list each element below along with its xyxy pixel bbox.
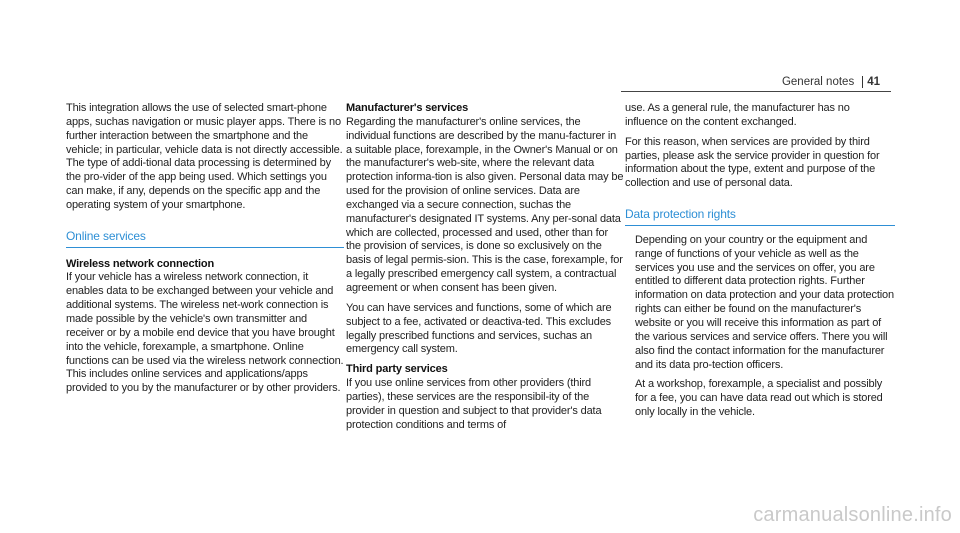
column-right	[625, 102, 895, 420]
workshop-paragraph: At a workshop, forexample, a specialist and possibly for a fee, you can have data read out which is stored only locally in the vehicle.	[635, 378, 883, 419]
page-number: 41	[862, 76, 880, 88]
header-divider	[621, 91, 891, 92]
page-header	[782, 76, 880, 88]
wireless-connection-paragraph: If your vehicle has a wireless network connection, it enables data to be exchanged between your vehicle and additional systems. The wireless net-work connection is made possible by the vehicle's own transmitter and receiver or by a mobile end device that you have brought into the vehicle, forexample, a smartphone. Online functions can be used via the wireless network connection. This includes online services and applications/apps provided to you by the manufacturer or by other providers.	[66, 271, 344, 395]
third-party-info-paragraph: For this reason, when services are provided by third parties, please ask the service provider in question for information about the type, extent and purpose of the collection and use of personal data.	[625, 135, 880, 190]
watermark: carmanualsonline.info	[753, 504, 952, 526]
third-party-paragraph: If you use online services from other providers (third parties), these services are the responsibil-ity of the provider in question and subject to that provider's data protection conditions and terms of	[346, 377, 602, 431]
column-middle	[346, 102, 624, 432]
content-influence-paragraph: use. As a general rule, the manufacturer has no influence on the content exchanged.	[625, 102, 850, 128]
wireless-connection-subheading: Wireless network connection	[66, 257, 215, 270]
third-party-subheading: Third party services	[346, 363, 448, 376]
data-protection-paragraph: Depending on your country or the equipment and range of functions of your vehicle as well as the services you use and the services on offer, you are entitled to different data protection rights. Further information on data protection and your data protection rights can either be found on the manufacturer's website or you will receive this information as part of the various services and service offers. There you will also find the contact information for the manufacturer and its data pro-tection officers.	[635, 233, 894, 371]
header-section-title: General notes	[781, 76, 855, 88]
column-left	[66, 102, 344, 396]
online-services-heading: Online services	[66, 230, 344, 248]
intro-paragraph: This integration allows the use of selected smart-phone apps, suchas navigation or music player apps. There is no further interaction between the smartphone and the vehicle; in particular, vehicle data is not directly accessible. The type of addi-tional data processing is determined by the pro-vider of the app being used. Which settings you can make, if any, depends on the specific app and the operating system of your smartphone.	[66, 102, 343, 211]
services-activation-paragraph: You can have services and functions, some of which are subject to a fee, activated or deactiva-ted. This excludes legally prescribed functions and services, suchas an emergency call system.	[346, 301, 612, 356]
manufacturer-services-paragraph: Regarding the manufacturer's online services, the individual functions are described by the manu-facturer in a suitable place, forexample, in the Owner's Manual or on the manufacturer's web-site, where the relevant data protection informa-tion is also given. Personal data may be used for the provision of online services. Data are exchanged via a secure connection, suchas the manufacturer's designated IT systems. Any per-sonal data which are collected, processed and used, other than for the provision of services, is done so exclusively on the basis of legal permis-sion. This is the case, forexample, for a legally prescribed emergency call system, a contractual agreement or when consent has been given.	[346, 115, 624, 294]
data-protection-heading: Data protection rights	[625, 208, 895, 226]
manufacturer-services-subheading: Manufacturer's services	[346, 102, 469, 114]
